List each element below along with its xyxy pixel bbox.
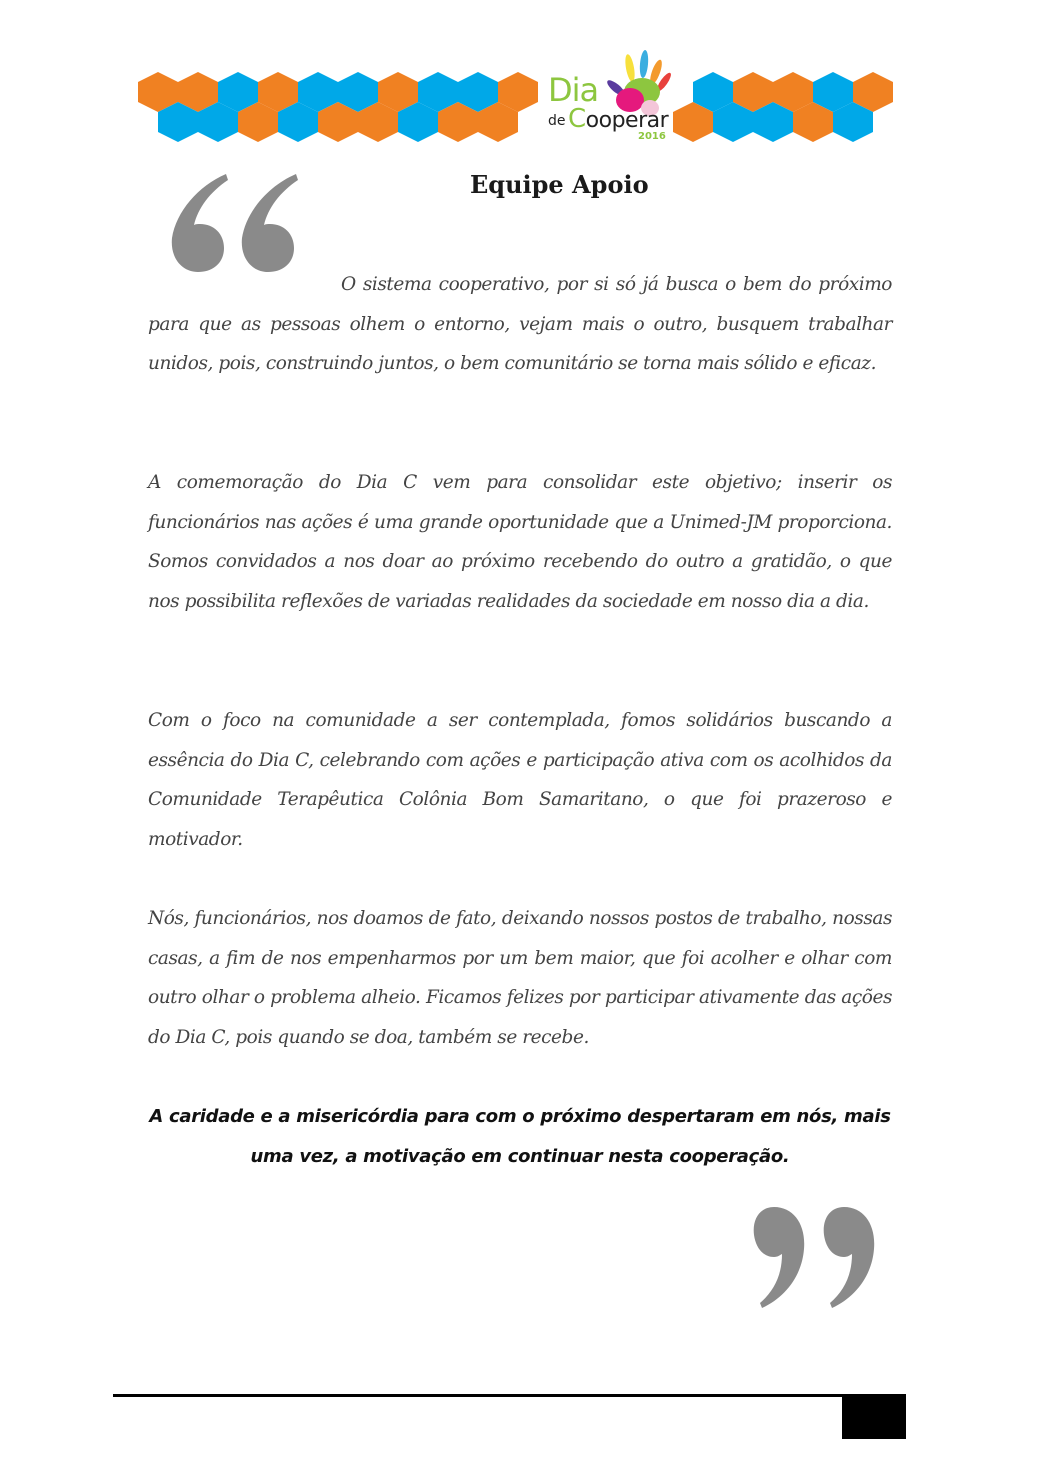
- footer-rule: [113, 1394, 843, 1397]
- logo-year: 2016: [638, 131, 666, 142]
- closing-statement: A caridade e a misericórdia para com o próximo despertaram em nós, mais uma vez, a motivação em continuar nesta cooperação.: [149, 1106, 891, 1167]
- paragraph-3: Com o foco na comunidade a ser contemplada, fomos solidários buscando a essência do Dia C, celebrando com ações e participação ativa com os acolhidos da Comunidade Terapêutica Colônia Bom Samaritano, o que foi prazeroso e motivador.: [148, 710, 892, 851]
- logo-dia-text: Dia: [548, 71, 599, 109]
- close-quote-icon: [752, 1205, 887, 1310]
- logo-de-text: de: [548, 113, 566, 129]
- header-banner: [138, 44, 894, 148]
- page-title: Equipe Apoio: [470, 170, 649, 199]
- paragraph-1: O sistema cooperativo, por si só já busca o bem do próximo para que as pessoas olhem o entorno, vejam mais o outro, busquem trabalhar unidos, pois, construindo juntos, o bem comunitário se torna mais sólido e eficaz.: [148, 274, 892, 375]
- page-number-box: [842, 1394, 906, 1439]
- open-quote-icon: [168, 172, 308, 274]
- logo-cooperar-text: Cooperar: [568, 104, 669, 134]
- paragraph-2: A comemoração do Dia C vem para consolidar este objetivo; inserir os funcionários nas ações é uma grande oportunidade que a Unimed-JM proporciona. Somos convidados a nos doar ao próximo recebendo do outro a gratidão, o que nos possibilita reflexões de variadas realidades da sociedade em nosso dia a dia.: [148, 472, 892, 613]
- paragraph-4: Nós, funcionários, nos doamos de fato, deixando nossos postos de trabalho, nossas casas, a fim de nos empenharmos por um bem maior, que foi acolher e olhar com outro olhar o problema alheio. Ficamos felizes por participar ativamente das ações do Dia C, pois quando se doa, também se recebe.: [148, 908, 892, 1049]
- dia-de-cooperar-logo: [540, 48, 672, 144]
